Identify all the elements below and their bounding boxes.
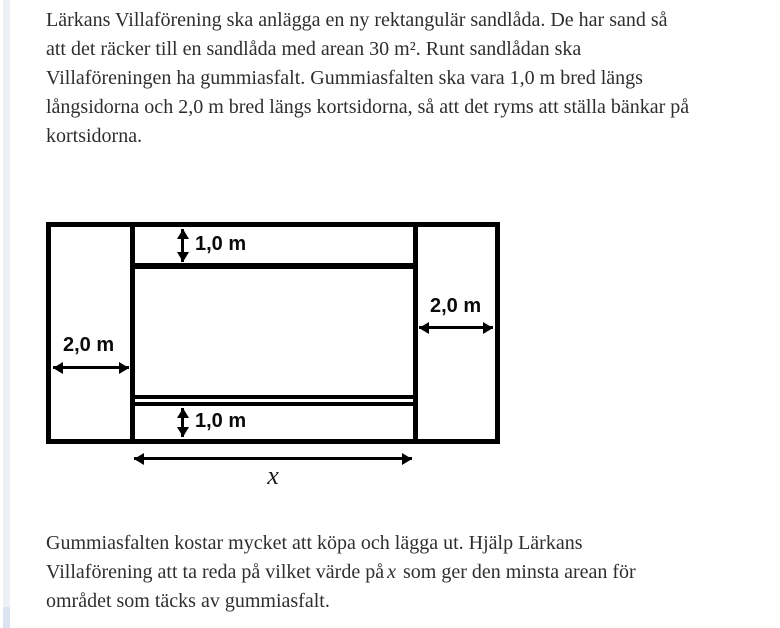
left-scrollbar-thumb[interactable] xyxy=(3,607,10,628)
dimension-label-top: 1,0 m xyxy=(195,233,247,255)
left-divider-line xyxy=(130,227,135,439)
sandbox-bottom-line xyxy=(135,395,413,399)
text-line: Gummiasfalten kostar mycket att köpa och lägga ut. Hjälp Lärkans xyxy=(46,532,583,554)
top-strip-line xyxy=(135,263,413,269)
dimension-label-right: 2,0 m xyxy=(430,295,482,317)
dimension-label-bottom: 1,0 m xyxy=(195,410,247,432)
text-segment: som ger den minsta arean för xyxy=(403,561,636,583)
sandbox-diagram xyxy=(46,222,500,444)
top-width-arrow xyxy=(181,229,184,262)
right-divider-line xyxy=(413,227,418,439)
text-line: kortsidorna. xyxy=(46,125,143,147)
bottom-strip-line xyxy=(135,402,413,406)
left-scrollbar-track[interactable] xyxy=(3,0,10,628)
dimension-label-left: 2,0 m xyxy=(63,334,115,356)
text-line: att det räcker till en sandlåda med arean 30 m². Runt sandlådan ska xyxy=(46,38,582,60)
text-segment: Villaförening att ta reda på vilket värde på xyxy=(46,561,385,583)
right-width-arrow xyxy=(419,326,493,329)
text-line xyxy=(46,558,636,587)
left-width-arrow xyxy=(53,366,129,369)
text-line: långsidorna och 2,0 m bred längs kortsidorna, så att det ryms att ställa bänkar på xyxy=(46,96,690,118)
text-line: Villaföreningen ha gummiasfalt. Gummiasfalten ska vara 1,0 m bred längs xyxy=(46,67,643,89)
x-dimension-label: x xyxy=(267,461,279,490)
text-line: området som täcks av gummiasfalt. xyxy=(46,590,330,612)
bottom-width-arrow xyxy=(181,408,184,437)
math-variable-x: x xyxy=(387,561,396,583)
text-line: Lärkans Villaförening ska anlägga en ny rektangulär sandlåda. De har sand så xyxy=(46,9,668,31)
problem-text-question xyxy=(46,529,636,616)
x-dimension-arrow xyxy=(134,457,412,460)
problem-text-intro xyxy=(46,6,689,151)
